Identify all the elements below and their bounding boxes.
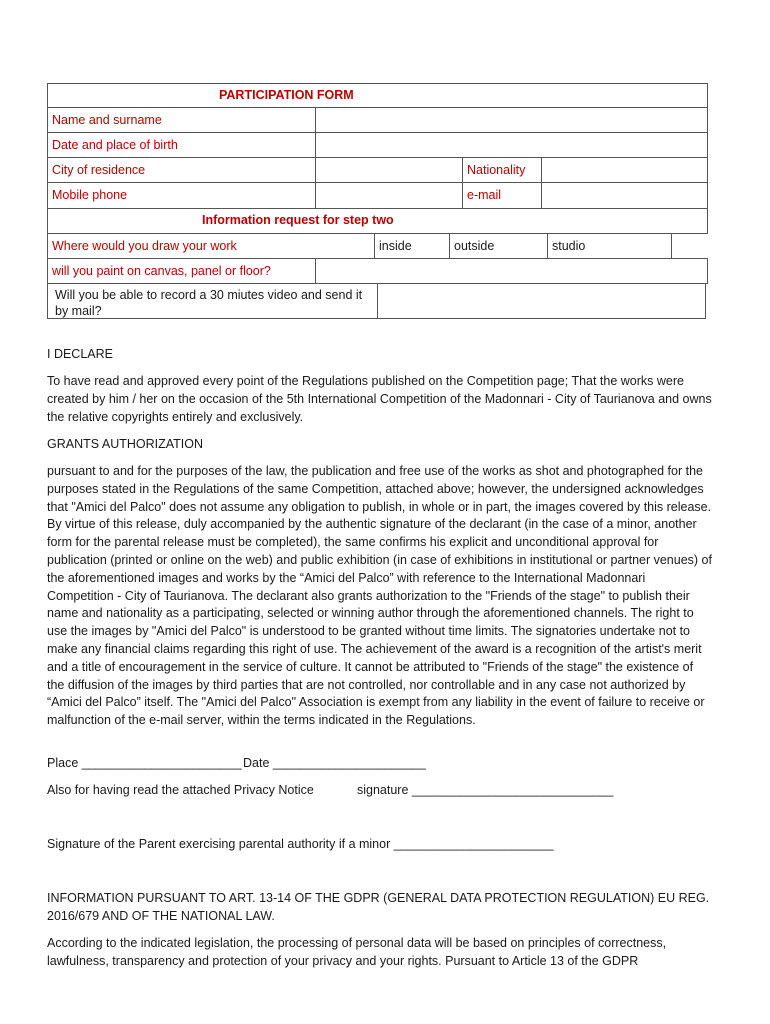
draw-location-row xyxy=(47,233,672,259)
step-two-title: Information request for step two xyxy=(202,213,394,227)
surface-label: will you paint on canvas, panel or floor? xyxy=(52,264,271,278)
video-label: Will you be able to record a 30 miutes video and send it by mail? xyxy=(55,288,363,318)
surface-row xyxy=(47,258,708,284)
option-inside[interactable]: inside xyxy=(374,234,449,258)
form-title-row xyxy=(47,83,708,108)
birth-label: Date and place of birth xyxy=(52,138,178,152)
email-input[interactable] xyxy=(541,183,708,208)
option-outside[interactable]: outside xyxy=(449,234,547,258)
declare-heading: I DECLARE xyxy=(47,347,113,361)
privacy-notice-text: Also for having read the attached Privacy Notice xyxy=(47,783,314,797)
grants-heading: GRANTS AUTHORIZATION xyxy=(47,437,204,451)
nationality-input[interactable] xyxy=(541,158,708,182)
email-label: e-mail xyxy=(462,183,541,208)
gdpr-text: According to the indicated legislation, the processing of personal data will be based on principles of correctness, lawfulness, transparency and protection of your privacy and your rights. Pursuant to Article 13 of the GDPR xyxy=(47,936,667,968)
mobile-label: Mobile phone xyxy=(52,188,128,202)
residence-row xyxy=(47,157,708,183)
grants-text: pursuant to and for the purposes of the law, the publication and free use of the works as shot and photographed for the purposes stated in the Regulations of the same Competition, attached above; however, the undersigned acknowledges that "Amici del Palco" does not assume any obligation to publish, in whole or in part, the images covered by this release. By virtue of this release, duly accompanied by the authentic signature of the declarant (in the case of a minor, another form for the parental release must be completed), the same confirms his explicit and unconditional approval for publication (printed or online on the web) and public exhibition (in case of exhibitions in institutional or partner venues) of the aforementioned images and works by the “Amici del Palco” with reference to the International Madonnari Competition - City of Taurianova. The declarant also grants authorization to the "Friends of the stage" to publish their name and nationality as a participating, selected or winning author through the aforementioned channels. The right to use the images by "Amici del Palco" is understood to be granted without time limits. The signatories undertake not to make any financial claims regarding this right of use. The achievement of the award is a recognition of the artist's merit and a title of encouragement in the service of culture. It cannot be attributed to "Friends of the stage" the existence of the diffusion of the images by third parties that are not controlled, nor controllable and in any case not authorized by “Amici del Palco” itself. The "Amici del Palco" Association is exempt from any liability in the event of failure to receive or malfunction of the e-mail server, within the terms indicated in the Regulations. xyxy=(47,464,712,728)
name-label: Name and surname xyxy=(52,113,162,127)
mobile-input[interactable] xyxy=(315,183,462,208)
option-studio[interactable]: studio xyxy=(547,234,669,258)
mobile-row xyxy=(47,182,708,209)
draw-label: Where would you draw your work xyxy=(52,239,237,253)
form-title: PARTICIPATION FORM xyxy=(219,88,354,102)
name-input[interactable] xyxy=(315,108,708,132)
place-line[interactable]: Place _______________________ xyxy=(47,756,242,770)
declare-text: To have read and approved every point of the Regulations published on the Competition page; That the works were created by him / her on the occasion of the 5th International Competition of the Madonnari - City of Taurianova and owns the relative copyrights entirely and exclusively. xyxy=(47,374,712,424)
step-two-row xyxy=(47,208,708,234)
surface-input[interactable] xyxy=(315,259,708,283)
birth-input[interactable] xyxy=(315,133,708,157)
video-row xyxy=(47,283,706,319)
residence-label: City of residence xyxy=(52,163,146,177)
parent-signature-line[interactable]: Signature of the Parent exercising parental authority if a minor _______________________ xyxy=(47,837,554,851)
signature-line[interactable]: signature _____________________________ xyxy=(357,783,614,797)
birth-row xyxy=(47,132,708,158)
gdpr-heading: INFORMATION PURSUANT TO ART. 13-14 OF THE GDPR (GENERAL DATA PROTECTION REGULATION) EU REG. 2016/679 AND OF THE NATIONAL LAW. xyxy=(47,891,710,923)
nationality-label: Nationality xyxy=(462,158,541,182)
date-line[interactable]: Date ______________________ xyxy=(243,756,426,770)
video-input[interactable] xyxy=(377,284,705,318)
name-row xyxy=(47,107,708,133)
residence-input[interactable] xyxy=(315,158,462,182)
